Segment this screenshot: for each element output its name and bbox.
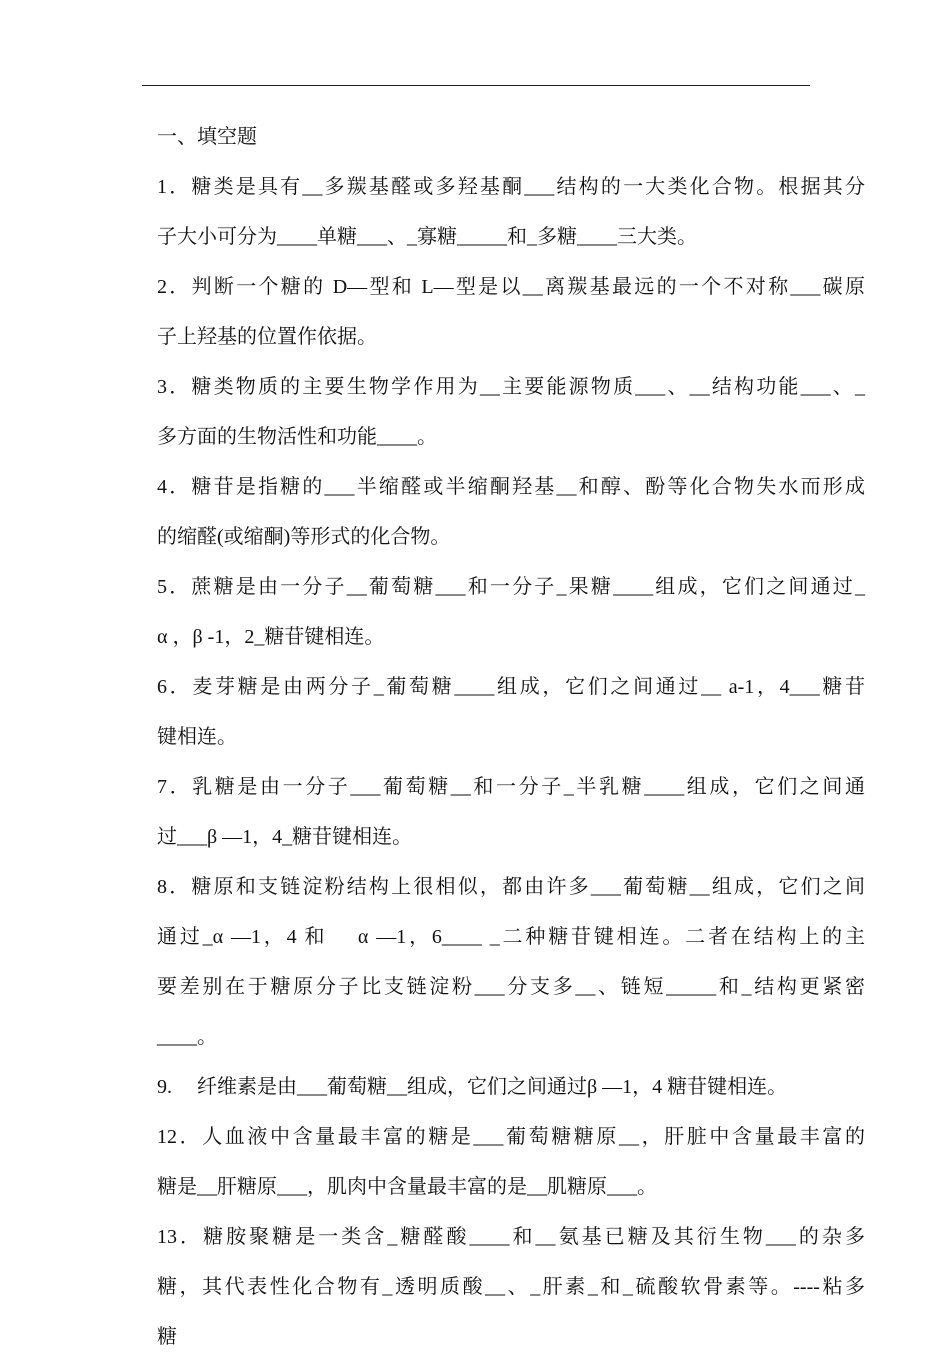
question-line: 7．乳糖是由一分子___葡萄糖__和一分子_半乳糖____组成，它们之间通 xyxy=(157,776,865,798)
section-title: 一、填空题 xyxy=(157,126,257,148)
question-7 xyxy=(157,762,865,862)
question-line: 要差别在于糖原分子比支链淀粉___分支多__、链短_____和_结构更紧密 xyxy=(157,976,865,998)
question-line: 糖是__肝糖原___，肌肉中含量最丰富的是__肌糖原___。 xyxy=(157,1176,657,1198)
question-2 xyxy=(157,262,865,362)
question-1 xyxy=(157,162,865,262)
question-line: 12．人血液中含量最丰富的糖是___葡萄糖糖原__，肝脏中含量最丰富的 xyxy=(157,1126,865,1148)
question-line: 子大小可分为____单糖___、_寡糖_____和_多糖____三大类。 xyxy=(157,226,697,248)
question-line: 5．蔗糖是由一分子__葡萄糖___和一分子_果糖____组成，它们之间通过_ xyxy=(157,576,865,598)
question-line: 糖，其代表性化合物有_透明质酸__、_肝素_和_硫酸软骨素等。----粘多 xyxy=(157,1276,865,1298)
question-4 xyxy=(157,462,865,562)
header-rule xyxy=(142,85,810,86)
question-line: 8．糖原和支链淀粉结构上很相似，都由许多___葡萄糖__组成，它们之间 xyxy=(157,876,865,898)
question-line: 过___β —1，4_糖苷键相连。 xyxy=(157,826,413,848)
question-line: 子上羟基的位置作依据。 xyxy=(157,326,377,348)
question-line: 3．糖类物质的主要生物学作用为__主要能源物质___、__结构功能___、_ xyxy=(157,376,865,398)
question-13 xyxy=(157,1212,865,1362)
question-12 xyxy=(157,1112,865,1212)
question-line: 4．糖苷是指糖的___半缩醛或半缩酮羟基__和醇、酚等化合物失水而形成 xyxy=(157,476,865,498)
page-content xyxy=(157,112,865,1362)
question-line: 的缩醛(或缩酮)等形式的化合物。 xyxy=(157,526,451,548)
question-line: 通过_α —1，4 和 α —1，6____ _二种糖苷键相连。二者在结构上的主 xyxy=(157,926,865,948)
question-5 xyxy=(157,562,865,662)
question-line: 多方面的生物活性和功能____。 xyxy=(157,426,437,448)
question-line: 糖 xyxy=(157,1326,177,1348)
question-line: ____。 xyxy=(157,1026,217,1048)
question-8 xyxy=(157,862,865,1062)
question-line: 键相连。 xyxy=(157,726,237,748)
question-line: α ，β -1，2_糖苷键相连。 xyxy=(157,626,385,648)
question-9 xyxy=(157,1062,865,1112)
question-line: 1．糖类是具有__多羰基醛或多羟基酮___结构的一大类化合物。根据其分 xyxy=(157,176,865,198)
question-line: 13．糖胺聚糖是一类含_糖醛酸____和__氨基已糖及其衍生物___的杂多 xyxy=(157,1226,865,1248)
question-line: 9. 纤维素是由___葡萄糖__组成，它们之间通过β —1，4 糖苷键相连。 xyxy=(157,1076,788,1098)
question-3 xyxy=(157,362,865,462)
question-line: 2．判断一个糖的 D—型和 L—型是以__离羰基最远的一个不对称___碳原 xyxy=(157,276,865,298)
question-6 xyxy=(157,662,865,762)
question-line: 6．麦芽糖是由两分子_葡萄糖____组成，它们之间通过__ a-1，4___糖苷 xyxy=(157,676,865,698)
